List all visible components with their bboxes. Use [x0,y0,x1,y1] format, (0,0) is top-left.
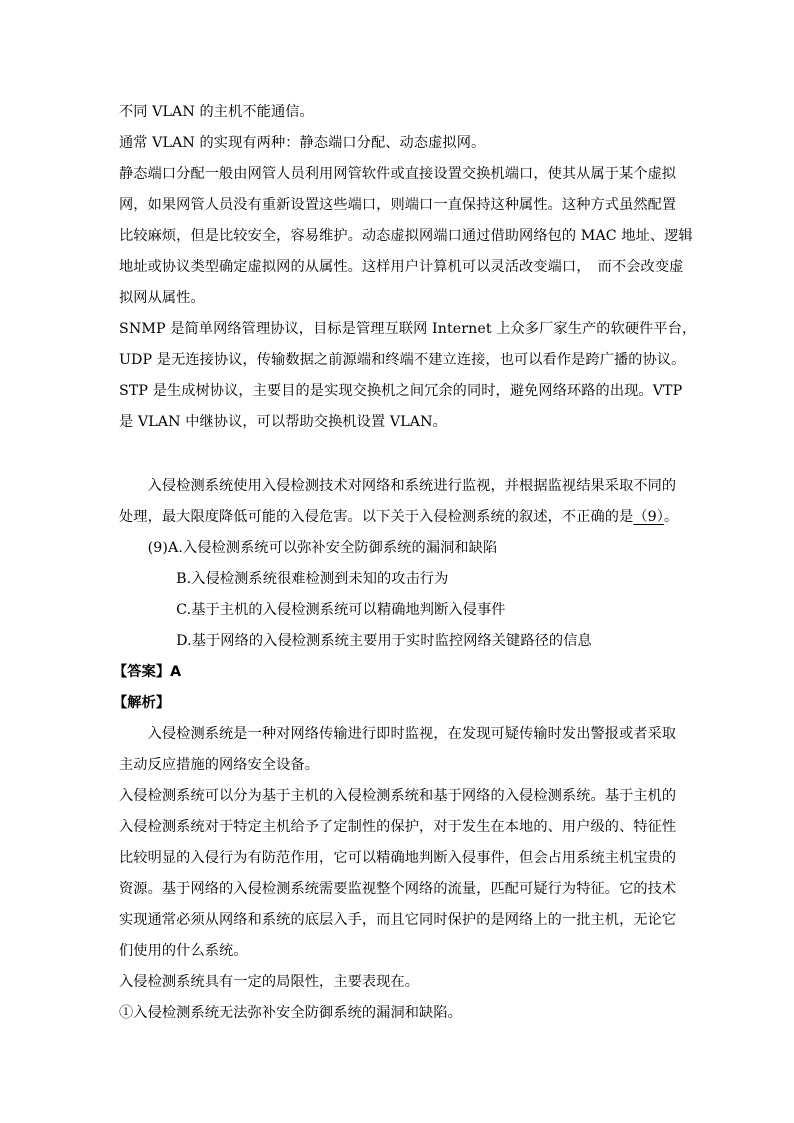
paragraph-line: 比较麻烦，但是比较安全，容易维护。动态虚拟网端口通过借助网络包的 MAC 地址、逻辑 [119,228,693,244]
paragraph-line: 静态端口分配一般由网管人员利用网管软件或直接设置交换机端口，使其从属于某个虚拟 [119,166,677,182]
answer-label: 【答案】 [113,664,171,680]
analysis-line: 入侵检测系统可以分为基于主机的入侵检测系统和基于网络的入侵检测系统。基于主机的 [119,788,677,804]
paragraph-line: SNMP 是简单网络管理协议，目标是管理互联网 Internet 上众多厂家生产的软硬件平台， [119,321,697,337]
analysis-line: 资源。基于网络的入侵检测系统需要监视整个网络的流量，匹配可疑行为特征。它的技术 [119,881,677,897]
analysis-line: 入侵检测系统是一种对网络传输进行即时监视，在发现可疑传输时发出警报或者采取 [119,726,677,742]
question-stem-line: 入侵检测系统使用入侵检测技术对网络和系统进行监视，并根据监视结果采取不同的 [119,478,677,494]
option-c: C.基于主机的入侵检测系统可以精确地判断入侵事件 [119,602,506,618]
option-d: D.基于网络的入侵检测系统主要用于实时监控网络关键路径的信息 [119,633,592,649]
question-stem-text: 处理，最大限度降低可能的入侵危害。以下关于入侵检测系统的叙述，不正确的是 [119,509,634,525]
paragraph-line: 拟网从属性。 [119,290,205,306]
question-stem-line [119,507,678,527]
analysis-heading [113,693,170,713]
paragraph-line: 地址或协议类型确定虚拟网的从属性。这样用户计算机可以灵活改变端口， 而不会改变虚 [119,259,684,275]
analysis-label: 【解析】 [113,695,171,711]
option-b: B.入侵检测系统很难检测到未知的攻击行为 [119,571,449,587]
paragraph-line: 通常 VLAN 的实现有两种：静态端口分配、动态虚拟网。 [119,135,486,151]
analysis-line: ①入侵检测系统无法弥补安全防御系统的漏洞和缺陷。 [119,1005,462,1021]
question-blank: （9） [633,509,664,525]
answer-line [113,662,181,682]
option-a: (9)A.入侵检测系统可以弥补安全防御系统的漏洞和缺陷 [119,540,498,556]
paragraph-line: 是 VLAN 中继协议，可以帮助交换机设置 VLAN。 [119,414,447,430]
analysis-line: 实现通常必须从网络和系统的底层入手，而且它同时保护的是网络上的一批主机，无论它 [119,912,677,928]
analysis-line: 们使用的什么系统。 [119,943,248,959]
analysis-line: 入侵检测系统对于特定主机给予了定制性的保护，对于发生在本地的、用户级的、特征性 [119,819,677,835]
analysis-line: 比较明显的入侵行为有防范作用，它可以精确地判断入侵事件，但会占用系统主机宝贵的 [119,850,677,866]
answer-value: A [170,664,182,680]
analysis-line: 主动反应措施的网络安全设备。 [119,757,320,773]
paragraph-line: 不同 VLAN 的主机不能通信。 [119,104,314,120]
paragraph-line: 网，如果网管人员没有重新设置这些端口，则端口一直保持这种属性。这种方式虽然配置 [119,197,677,213]
paragraph-line: UDP 是无连接协议，传输数据之前源端和终端不建立连接，也可以看作是跨广播的协议。 [119,352,686,368]
analysis-line: 入侵检测系统具有一定的局限性，主要表现在。 [119,974,420,990]
paragraph-line: STP 是生成树协议，主要目的是实现交换机之间冗余的同时，避免网络环路的出现。VTP [119,383,683,399]
question-stem-end: 。 [663,509,679,525]
